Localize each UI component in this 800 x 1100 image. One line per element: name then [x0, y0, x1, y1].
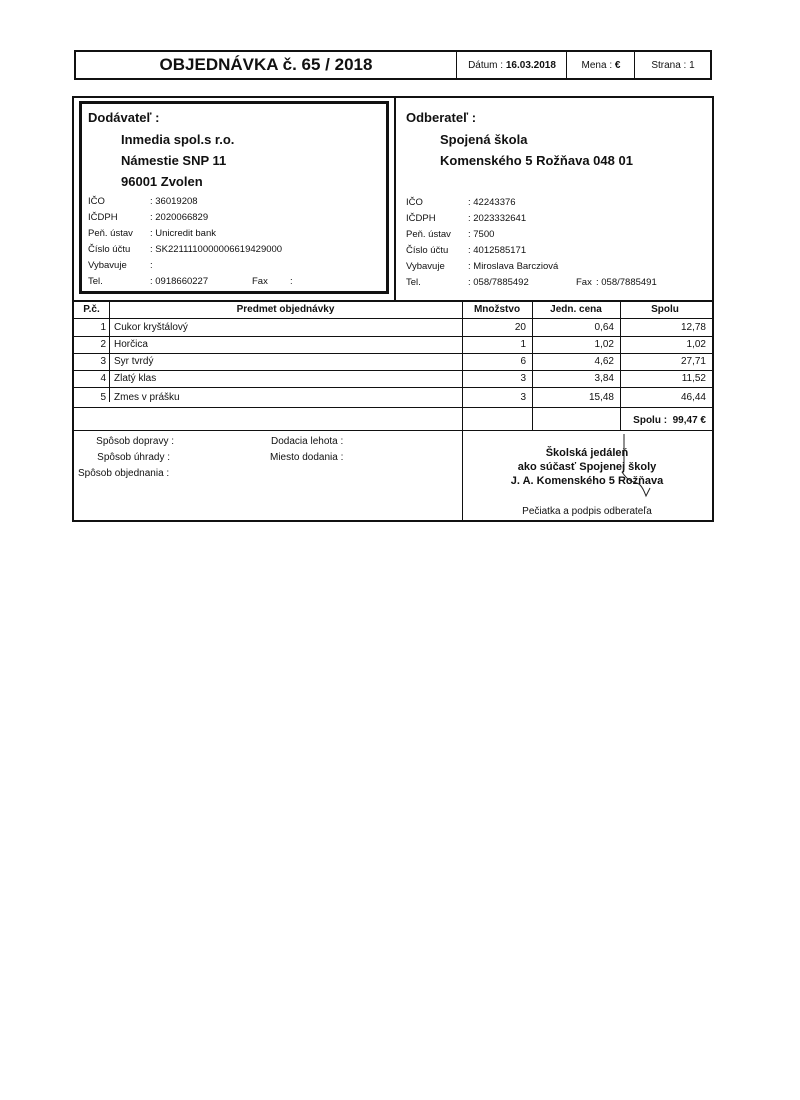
- shipping-method-label: Spôsob dopravy :: [96, 436, 174, 447]
- row-line-3: [74, 370, 712, 371]
- customer-account-label: Číslo účtu: [406, 245, 449, 256]
- page-cell: [634, 52, 711, 78]
- stamp: [462, 446, 712, 488]
- row-line-2: [74, 353, 712, 354]
- row-total: 12,78: [680, 322, 706, 333]
- row-unit-price: 1,02: [594, 339, 614, 350]
- header-item: Predmet objednávky: [236, 304, 335, 315]
- row-qty: 1: [520, 339, 526, 350]
- supplier-fax-value: :: [290, 276, 293, 287]
- row-total: 1,02: [686, 339, 706, 350]
- row-qty: 20: [514, 322, 526, 333]
- row-qty: 3: [520, 392, 526, 403]
- row-line-1: [74, 336, 712, 337]
- supplier-contact-value: :: [150, 260, 153, 271]
- customer-fax-value: : 058/7885491: [596, 277, 657, 288]
- supplier-bank-value: : Unicredit bank: [150, 228, 217, 239]
- supplier-city: 96001 Zvolen: [121, 174, 203, 189]
- customer-icdph-label: IČDPH: [406, 213, 436, 224]
- row-total: 27,71: [680, 356, 706, 367]
- currency-cell: [566, 52, 635, 78]
- header-total: Spolu: [651, 304, 679, 315]
- parties-divider: [394, 98, 396, 300]
- stamp-line-3: J. A. Komenského 5 Rožňava: [510, 475, 664, 487]
- signature-icon: [594, 430, 674, 510]
- customer-name: Spojená škola: [440, 132, 528, 147]
- supplier-tel-label: Tel.: [88, 276, 103, 287]
- row-item: Zmes v prášku: [114, 392, 180, 403]
- sum-value: 99,47 €: [672, 415, 706, 426]
- header-pc: P.č.: [83, 304, 100, 315]
- row-item: Zlatý klas: [114, 373, 157, 384]
- order-method-label: Spôsob objednania :: [78, 468, 170, 479]
- customer-bank-label: Peň. ústav: [406, 229, 451, 240]
- date-value: 16.03.2018: [505, 59, 556, 71]
- row-total: 46,44: [680, 392, 706, 403]
- payment-method-label: Spôsob úhrady :: [97, 452, 170, 463]
- row-item: Cukor kryštálový: [114, 322, 188, 333]
- date-label: Dátum :: [468, 59, 504, 71]
- stamp-line-1: Školská jedáleň: [545, 447, 629, 459]
- sum-label: Spolu :: [633, 415, 668, 426]
- supplier-tel-value: : 0918660227: [150, 276, 209, 287]
- customer-contact-value: : Miroslava Barcziová: [468, 261, 559, 272]
- row-pc: 1: [100, 322, 106, 333]
- delivery-time-label: Dodacia lehota :: [271, 436, 344, 447]
- supplier-street: Námestie SNP 11: [121, 153, 227, 168]
- page-label: Strana :: [651, 59, 687, 71]
- order-title: OBJEDNÁVKA č. 65 / 2018: [159, 55, 373, 74]
- stamp-line-2: ako súčasť Spojenej školy: [517, 461, 657, 473]
- customer-ico-value: : 42243376: [468, 197, 516, 208]
- supplier-heading: Dodávateľ :: [88, 110, 160, 125]
- supplier-icdph-value: : 2020066829: [150, 212, 209, 223]
- customer-account-value: : 4012585171: [468, 245, 527, 256]
- supplier-icdph-label: IČDPH: [88, 212, 118, 223]
- currency-label: Mena :: [581, 59, 613, 71]
- row-unit-price: 4,62: [594, 356, 614, 367]
- supplier-bank-label: Peň. ústav: [88, 228, 133, 239]
- row-total: 11,52: [681, 373, 706, 384]
- customer-bank-value: : 7500: [468, 229, 495, 240]
- customer-ico-label: IČO: [406, 197, 423, 208]
- customer-tel-label: Tel.: [406, 277, 421, 288]
- supplier-ico-label: IČO: [88, 196, 105, 207]
- signature-label: Pečiatka a podpis odberateľa: [522, 506, 652, 517]
- row-unit-price: 3,84: [594, 373, 614, 384]
- header-qty: Množstvo: [473, 304, 521, 315]
- row-item: Horčica: [114, 339, 148, 350]
- currency-value: €: [614, 59, 621, 71]
- row-pc: 3: [100, 356, 106, 367]
- col-divider-item: [462, 302, 463, 522]
- row-unit-price: 15,48: [588, 392, 614, 403]
- customer-tel-value: : 058/7885492: [468, 277, 529, 288]
- row-item: Syr tvrdý: [114, 356, 154, 367]
- sum-total: [620, 415, 706, 426]
- date-cell: [456, 52, 567, 78]
- row-unit-price: 0,64: [594, 322, 614, 333]
- supplier-ico-value: : 36019208: [150, 196, 198, 207]
- supplier-account-value: : SK2211110000006619429000: [150, 244, 283, 255]
- row-pc: 4: [100, 373, 106, 384]
- row-pc: 5: [100, 392, 106, 403]
- row-line-5: [74, 407, 712, 408]
- header-unit: Jedn. cena: [550, 304, 602, 315]
- row-pc: 2: [100, 339, 106, 350]
- customer-address: Komenského 5 Rožňava 048 01: [440, 153, 633, 168]
- row-qty: 6: [520, 356, 526, 367]
- customer-icdph-value: : 2023332641: [468, 213, 527, 224]
- customer-heading: Odberateľ :: [406, 110, 477, 125]
- customer-contact-label: Vybavuje: [406, 261, 445, 272]
- header-row-line: [74, 318, 712, 319]
- row-qty: 3: [520, 373, 526, 384]
- customer-fax-label: Fax: [576, 277, 592, 288]
- delivery-place-label: Miesto dodania :: [270, 452, 344, 463]
- supplier-name: Inmedia spol.s r.o.: [121, 132, 235, 147]
- page-value: 1: [689, 59, 695, 71]
- order-header: [74, 50, 712, 80]
- supplier-fax-label: Fax: [252, 276, 268, 287]
- supplier-contact-label: Vybavuje: [88, 260, 127, 271]
- row-line-4: [74, 387, 712, 388]
- supplier-account-label: Číslo účtu: [88, 244, 131, 255]
- items-table: [72, 300, 714, 522]
